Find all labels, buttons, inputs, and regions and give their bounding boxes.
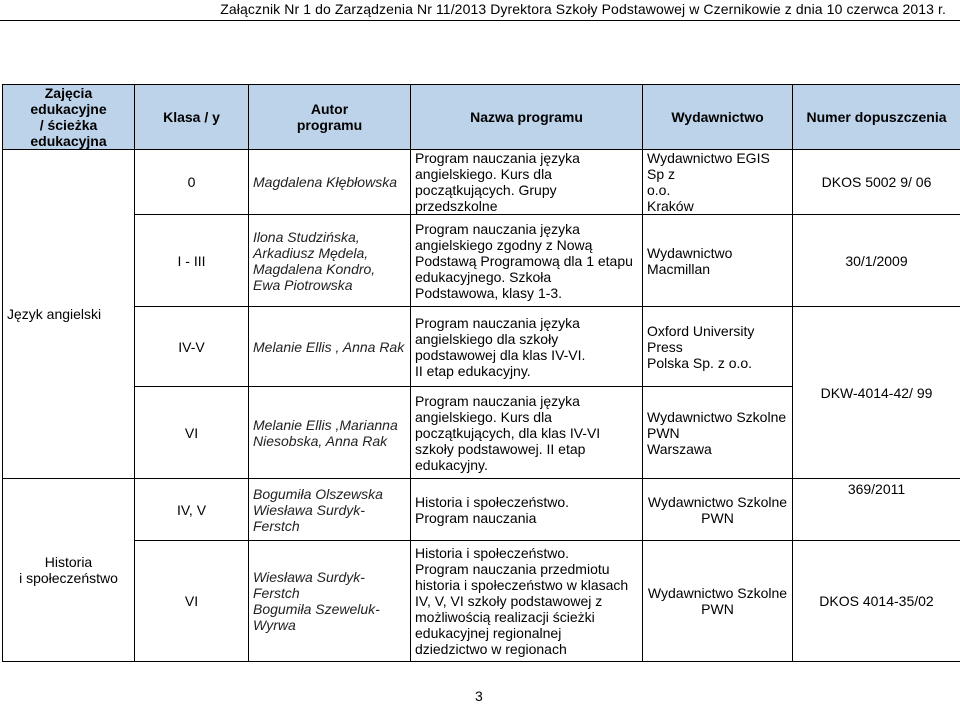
program-cell: Program nauczania języka angielskiego. Kurs dla początkujących. Grupy przedszkolne	[411, 150, 643, 215]
table-header-row	[3, 85, 960, 150]
publisher-cell: Wydawnictwo Szkolne PWN Warszawa	[643, 387, 793, 479]
author-cell: Ilona Studzińska, Arkadiusz Mędela, Magdalena Kondro, Ewa Piotrowska	[249, 215, 411, 307]
author-cell: Bogumiła Olszewska Wiesława Surdyk- Ferstch	[249, 479, 411, 541]
class-cell: I - III	[135, 215, 249, 307]
class-cell: 0	[135, 150, 249, 215]
table-row	[3, 215, 960, 307]
curriculum-table	[2, 84, 960, 662]
program-cell: Program nauczania języka angielskiego. Kurs dla początkujących, dla klas IV-VI szkoły podstawowej. II etap edukacyjny.	[411, 387, 643, 479]
approval-cell: DKOS 4014-35/02	[793, 541, 960, 662]
publisher-cell: Wydawnictwo Szkolne PWN	[643, 541, 793, 662]
author-cell: Wiesława Surdyk- Ferstch Bogumiła Szeweluk- Wyrwa	[249, 541, 411, 662]
table-row	[3, 150, 960, 215]
col-header-class: Klasa / y	[135, 85, 249, 150]
approval-cell: DKW-4014-42/ 99	[793, 307, 960, 479]
subject-english: Język angielski	[3, 150, 135, 479]
program-cell: Historia i społeczeństwo. Program nauczania przedmiotu historia i społeczeństwo w klasach IV, V, VI szkoły podstawowej z możliwością realizacji ścieżki edukacyjnej regionalnej dziedzictwo w regionach	[411, 541, 643, 662]
author-cell: Melanie Ellis , Anna Rak	[249, 307, 411, 387]
subject-history: Historia i społeczeństwo	[3, 479, 135, 662]
col-header-author: Autor programu	[249, 85, 411, 150]
program-cell: Program nauczania języka angielskiego dla szkoły podstawowej dla klas IV-VI. II etap edukacyjny.	[411, 307, 643, 387]
program-cell: Program nauczania języka angielskiego zgodny z Nową Podstawą Programową dla 1 etapu edukacyjnego. Szkoła Podstawowa, klasy 1-3.	[411, 215, 643, 307]
class-cell: IV, V	[135, 479, 249, 541]
class-cell: VI	[135, 387, 249, 479]
approval-cell: 30/1/2009	[793, 215, 960, 307]
approval-cell: DKOS 5002 9/ 06	[793, 150, 960, 215]
publisher-cell: Wydawnictwo EGIS Sp z o.o. Kraków	[643, 150, 793, 215]
col-header-publisher: Wydawnictwo	[643, 85, 793, 150]
document-header: Załącznik Nr 1 do Zarządzenia Nr 11/2013 Dyrektora Szkoły Podstawowej w Czernikowie z dnia 10 czerwca 2013 r.	[220, 1, 946, 17]
author-cell: Magdalena Kłębłowska	[249, 150, 411, 215]
publisher-cell: Oxford University Press Polska Sp. z o.o.	[643, 307, 793, 387]
class-cell: IV-V	[135, 307, 249, 387]
table-row	[3, 541, 960, 662]
col-header-subject: Zajęcia edukacyjne / ścieżka edukacyjna	[3, 85, 135, 150]
publisher-cell: Wydawnictwo Macmillan	[643, 215, 793, 307]
table-row	[3, 479, 960, 541]
approval-cell: 369/2011	[793, 479, 960, 541]
table-row	[3, 307, 960, 387]
class-cell: VI	[135, 541, 249, 662]
page-number: 3	[475, 688, 483, 704]
col-header-program: Nazwa programu	[411, 85, 643, 150]
col-header-approval: Numer dopuszczenia	[793, 85, 960, 150]
header-rule	[0, 20, 960, 21]
publisher-cell: Wydawnictwo Szkolne PWN	[643, 479, 793, 541]
author-cell: Melanie Ellis ,Marianna Niesobska, Anna Rak	[249, 387, 411, 479]
program-cell: Historia i społeczeństwo. Program nauczania	[411, 479, 643, 541]
